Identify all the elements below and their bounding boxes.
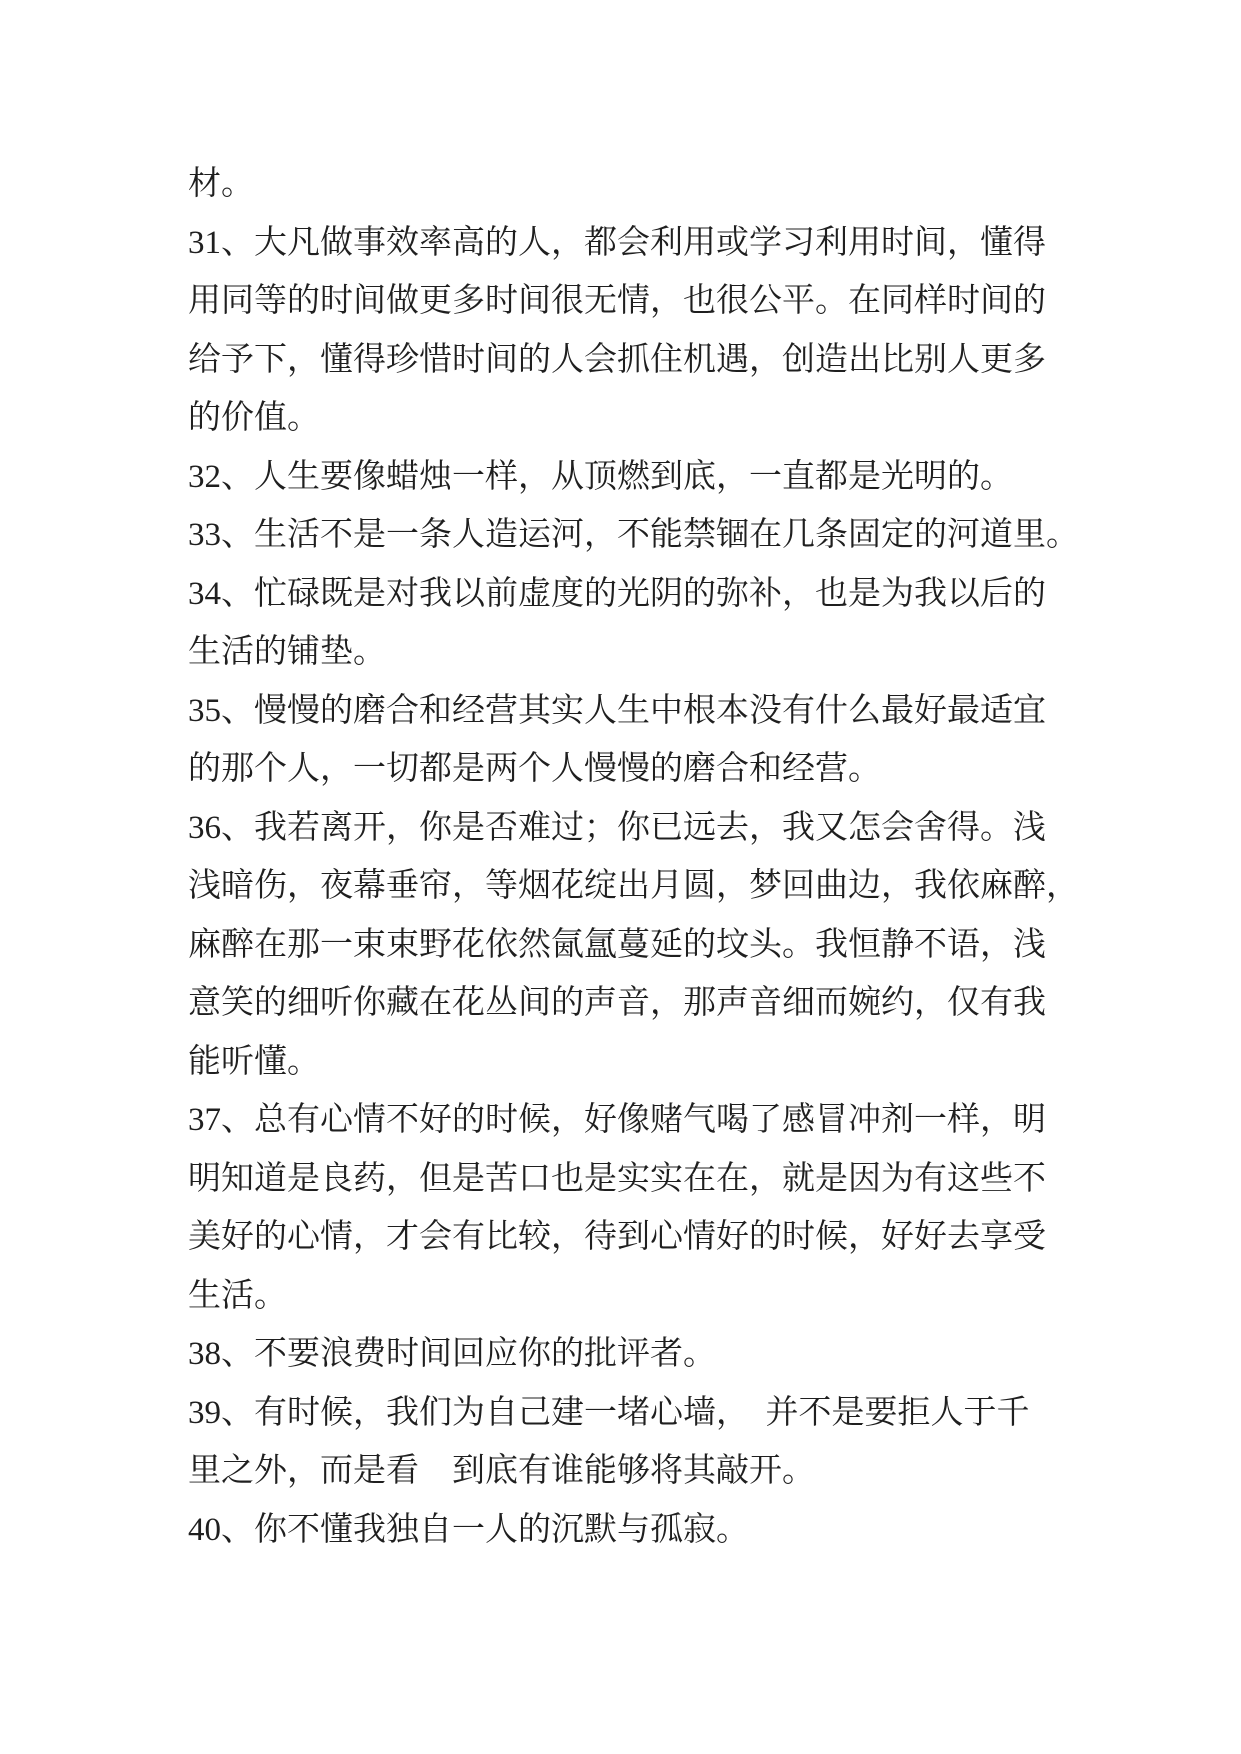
text-line: 的那个人，一切都是两个人慢慢的磨合和经营。 bbox=[188, 751, 881, 787]
text-line: 39、有时候，我们为自己建一堵心墙， 并不是要拒人于千 bbox=[188, 1394, 1030, 1431]
text-line: 32、人生要像蜡烛一样，从顶燃到底，一直都是光明的。 bbox=[188, 458, 1013, 495]
text-line: 的价值。 bbox=[188, 400, 320, 436]
text-line: 31、大凡做事效率高的人，都会利用或学习利用时间，懂得 bbox=[188, 224, 1046, 261]
quote-item-34 bbox=[188, 565, 1088, 682]
quote-item-32 bbox=[188, 448, 1088, 507]
text-line: 生活的铺垫。 bbox=[188, 634, 386, 670]
text-line: 能听懂。 bbox=[188, 1043, 320, 1080]
text-line: 36、我若离开，你是否难过；你已远去，我又怎会舍得。浅 bbox=[188, 809, 1046, 846]
quotes-text-block bbox=[188, 155, 1088, 1559]
text-line: 生活。 bbox=[188, 1277, 287, 1314]
quote-item-38 bbox=[188, 1325, 1088, 1384]
text-line: 意笑的细听你藏在花丛间的声音，那声音细而婉约，仅有我 bbox=[188, 985, 1046, 1021]
text-line: 里之外，而是看 到底有谁能够将其敲开。 bbox=[188, 1453, 815, 1489]
text-line: 浅暗伤，夜幕垂帘，等烟花绽出月圆，梦回曲边，我依麻醉， bbox=[188, 868, 1079, 904]
text-line: 美好的心情，才会有比较，待到心情好的时候，好好去享受 bbox=[188, 1219, 1046, 1255]
text-line: 35、慢慢的磨合和经营其实人生中根本没有什么最好最适宜 bbox=[188, 692, 1046, 729]
text-line: 38、不要浪费时间回应你的批评者。 bbox=[188, 1336, 716, 1372]
text-line: 37、总有心情不好的时候，好像赌气喝了感冒冲剂一样，明 bbox=[188, 1102, 1046, 1138]
quote-item-36 bbox=[188, 799, 1088, 1092]
text-line: 给予下，懂得珍惜时间的人会抓住机遇，创造出比别人更多 bbox=[188, 341, 1046, 378]
quote-item-33 bbox=[188, 506, 1088, 565]
text-line: 材。 bbox=[188, 166, 254, 202]
text-line: 40、你不懂我独自一人的沉默与孤寂。 bbox=[188, 1511, 749, 1548]
text-line: 34、忙碌既是对我以前虚度的光阴的弥补，也是为我以后的 bbox=[188, 575, 1046, 612]
text-line: 用同等的时间做更多时间很无情，也很公平。在同样时间的 bbox=[188, 283, 1046, 319]
quote-item-30-continuation bbox=[188, 155, 1088, 214]
quote-item-31 bbox=[188, 214, 1088, 448]
quote-item-37 bbox=[188, 1091, 1088, 1325]
text-line: 33、生活不是一条人造运河，不能禁锢在几条固定的河道里。 bbox=[188, 517, 1079, 553]
text-line: 明知道是良药，但是苦口也是实实在在，就是因为有这些不 bbox=[188, 1160, 1046, 1197]
quote-item-40 bbox=[188, 1501, 1088, 1560]
quote-item-39 bbox=[188, 1384, 1088, 1501]
quote-item-35 bbox=[188, 682, 1088, 799]
text-line: 麻醉在那一束束野花依然氤氲蔓延的坟头。我恒静不语，浅 bbox=[188, 926, 1046, 963]
